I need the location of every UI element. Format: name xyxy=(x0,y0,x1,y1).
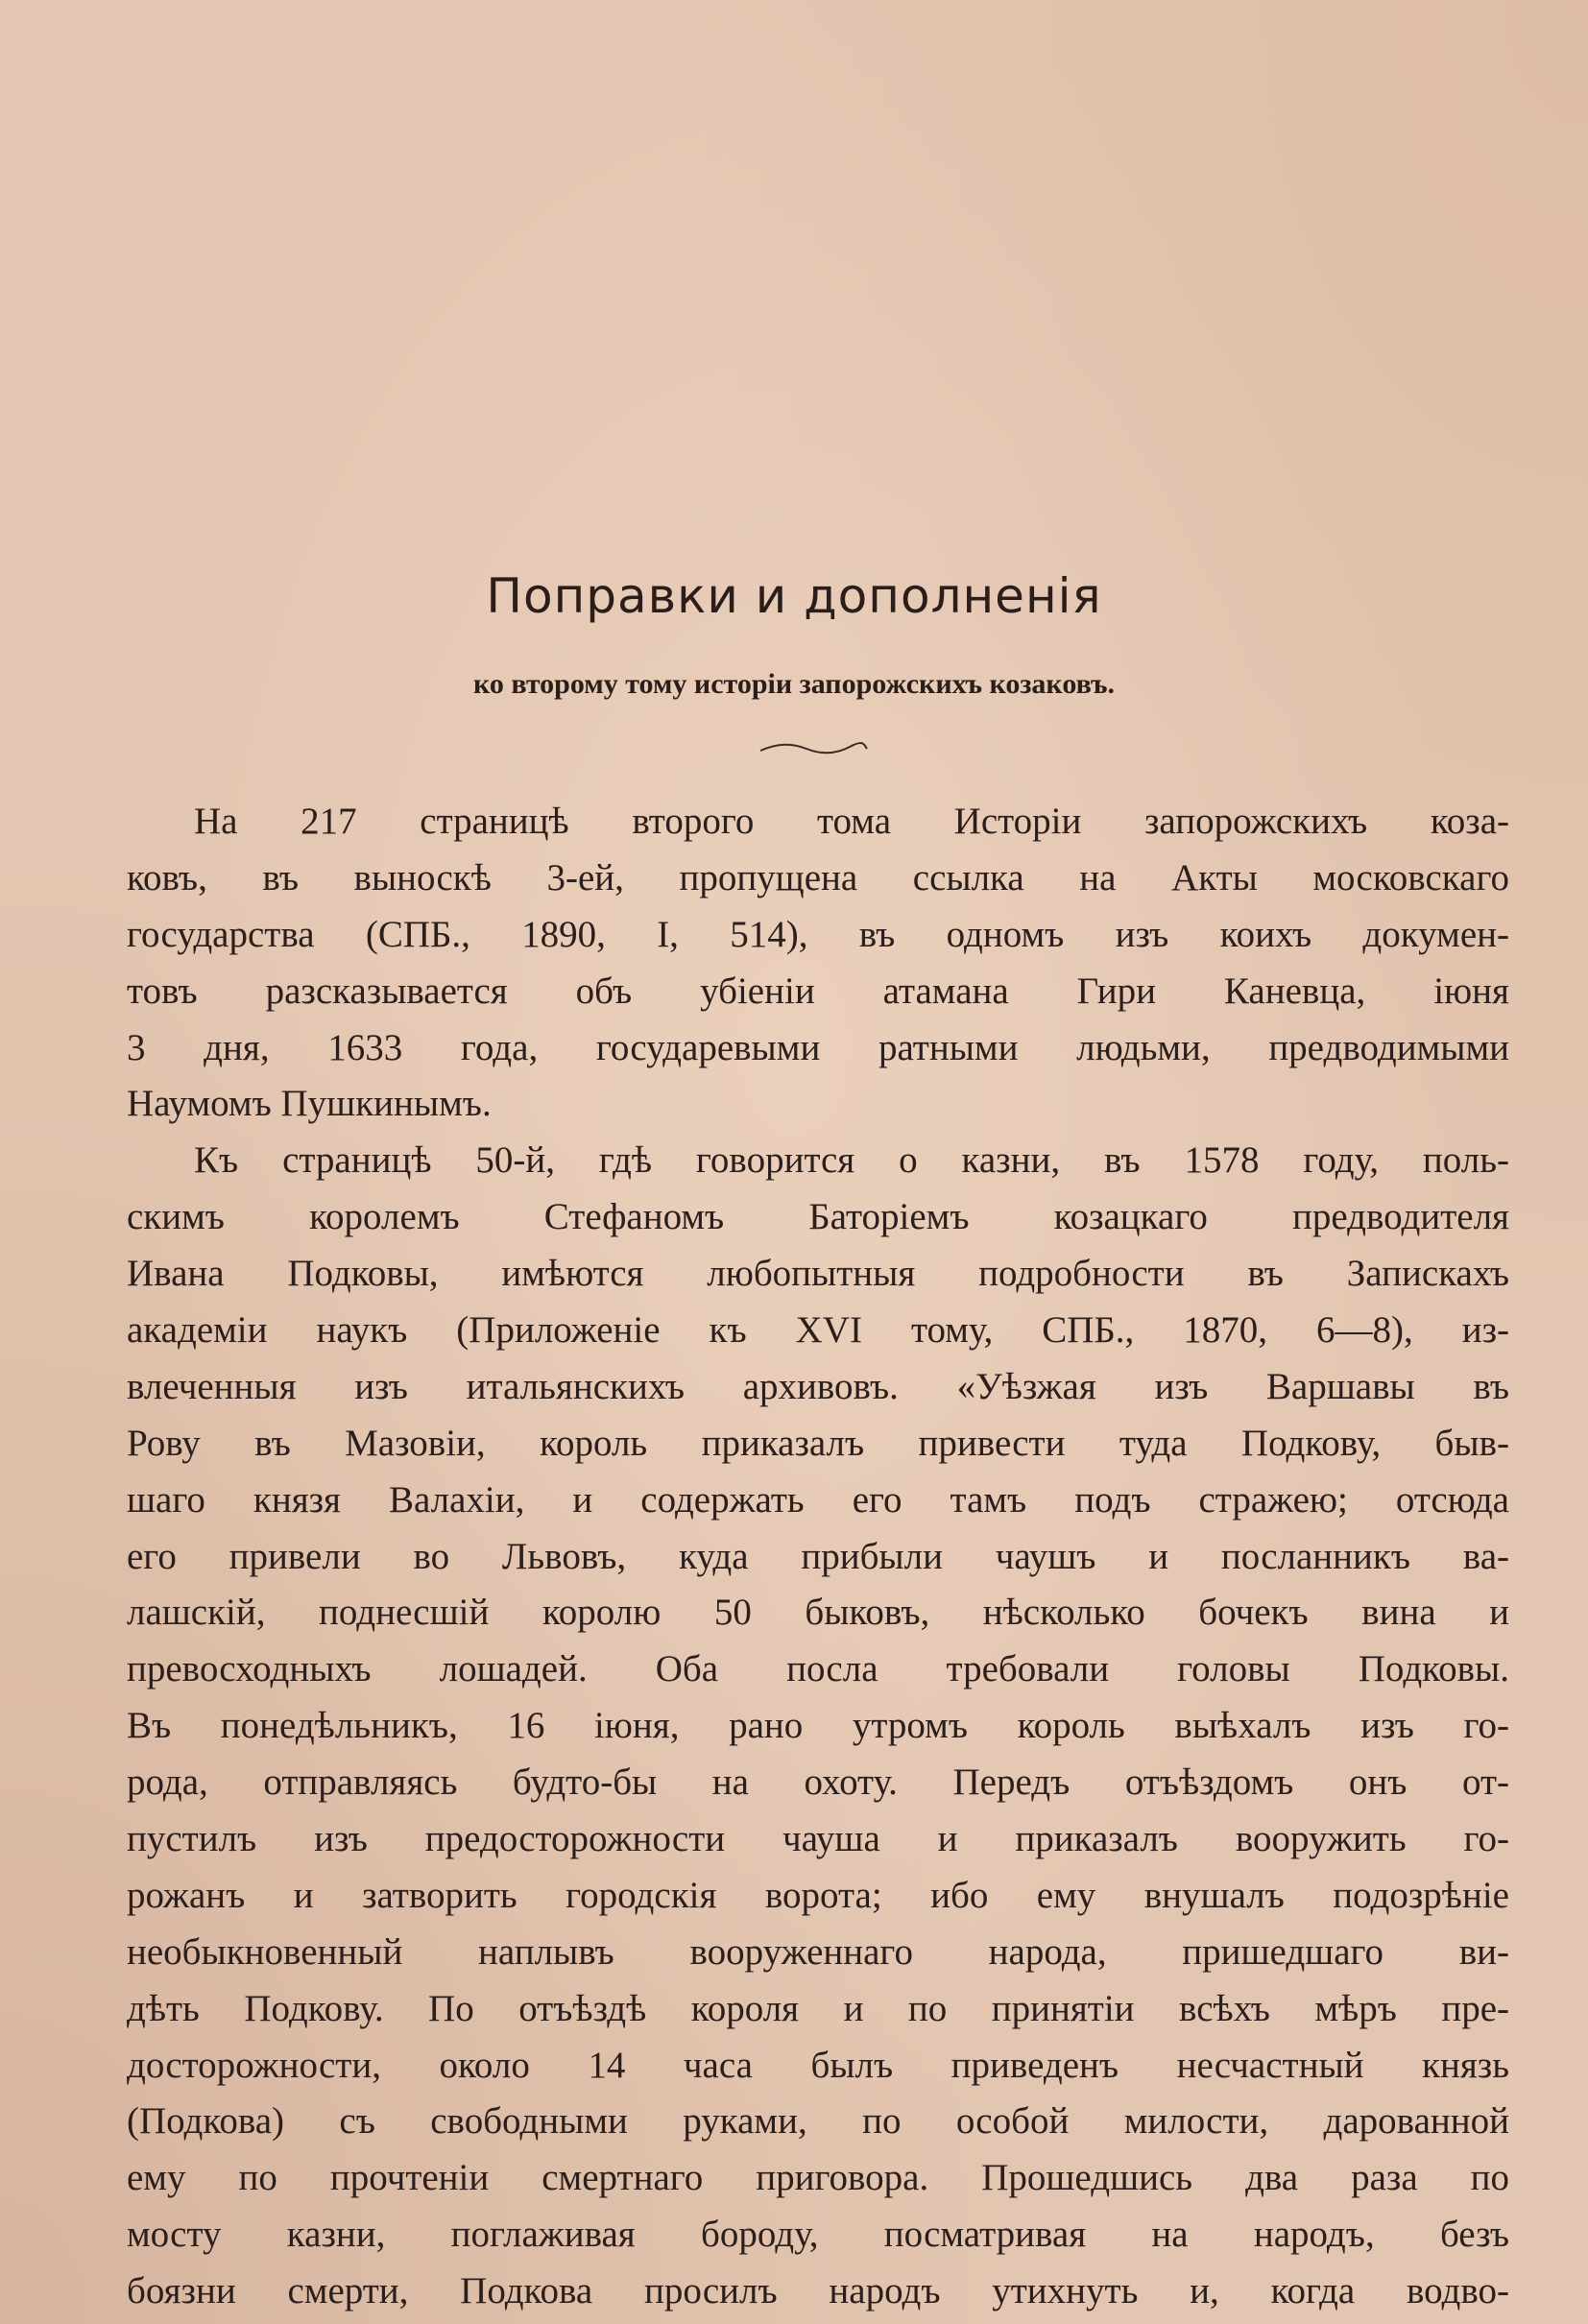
text-line: пустилъ изъ предосторожности чауша и приказалъ вооружить го- xyxy=(127,1818,1509,1860)
text-line: ковъ, въ выноскѣ 3-ей, пропущена ссылка на Акты московскаго xyxy=(127,856,1509,898)
text-line: академіи наукъ (Приложеніе къ XVI тому, СПБ., 1870, 6—8), из- xyxy=(127,1309,1509,1352)
text-line: (Подкова) съ свободными руками, по особой милости, дарованной xyxy=(127,2100,1509,2143)
text-line: Къ страницѣ 50-й, гдѣ говорится о казни, въ 1578 году, поль- xyxy=(194,1139,1509,1182)
text-line: превосходныхъ лошадей. Оба посла требовали головы Подковы. xyxy=(127,1648,1509,1690)
body-text xyxy=(127,794,1509,2320)
text-line: боязни смерти, Подкова просилъ народъ утихнуть и, когда водво- xyxy=(127,2270,1509,2312)
text-line: Рову въ Мазовіи, король приказалъ привести туда Подкову, быв- xyxy=(127,1422,1509,1464)
text-line: Наумомъ Пушкинымъ. xyxy=(127,1083,492,1125)
page-title: Поправки и дополненія xyxy=(486,568,1102,624)
text-line: государства (СПБ., 1890, I, 514), въ одномъ изъ коихъ докумен- xyxy=(127,913,1509,955)
text-line: Ивана Подковы, имѣются любопытныя подробности въ Запискахъ xyxy=(127,1253,1509,1295)
text-line: скимъ королемъ Стефаномъ Баторіемъ козацкаго предводителя xyxy=(127,1196,1509,1238)
text-line: лашскій, поднесшій королю 50 быковъ, нѣсколько бочекъ вина и xyxy=(127,1592,1509,1634)
text-line: ему по прочтеніи смертнаго приговора. Прошедшись два раза по xyxy=(127,2157,1509,2199)
text-line: необыкновенный наплывъ вооруженнаго народа, пришедшаго ви- xyxy=(127,1930,1509,1973)
text-line: дѣть Подкову. По отъѣздѣ короля и по принятіи всѣхъ мѣръ пре- xyxy=(127,1987,1509,2029)
text-line: шаго князя Валахіи, и содержать его тамъ подъ стражею; отсюда xyxy=(127,1478,1509,1521)
text-line: рода, отправляясь будто-бы на охоту. Передъ отъѣздомъ онъ от- xyxy=(127,1761,1509,1804)
text-line: Въ понедѣльникъ, 16 іюня, рано утромъ король выѣхалъ изъ го- xyxy=(127,1705,1509,1747)
text-line: досторожности, около 14 часа былъ приведенъ несчастный князь xyxy=(127,2044,1509,2086)
text-line: влеченныя изъ итальянскихъ архивовъ. «Уѣзжая изъ Варшавы въ xyxy=(127,1365,1509,1407)
text-line: его привели во Львовъ, куда прибыли чаушъ и посланникъ ва- xyxy=(127,1535,1509,1577)
text-line: рожанъ и затворить городскія ворота; ибо ему внушалъ подозрѣніе xyxy=(127,1874,1509,1916)
text-line: мосту казни, поглаживая бороду, посматривая на народъ, безъ xyxy=(127,2214,1509,2256)
text-line: товъ разсказывается объ убіеніи атамана Гири Каневца, іюня xyxy=(127,970,1509,1012)
ornament-divider xyxy=(758,739,869,758)
text-line: 3 дня, 1633 года, государевыми ратными людьми, предводимыми xyxy=(127,1026,1509,1068)
page-subtitle: ко второму тому исторіи запорожскихъ козаковъ. xyxy=(472,668,1116,700)
text-line: На 217 страницѣ второго тома Исторіи запорожскихъ коза- xyxy=(194,801,1509,842)
